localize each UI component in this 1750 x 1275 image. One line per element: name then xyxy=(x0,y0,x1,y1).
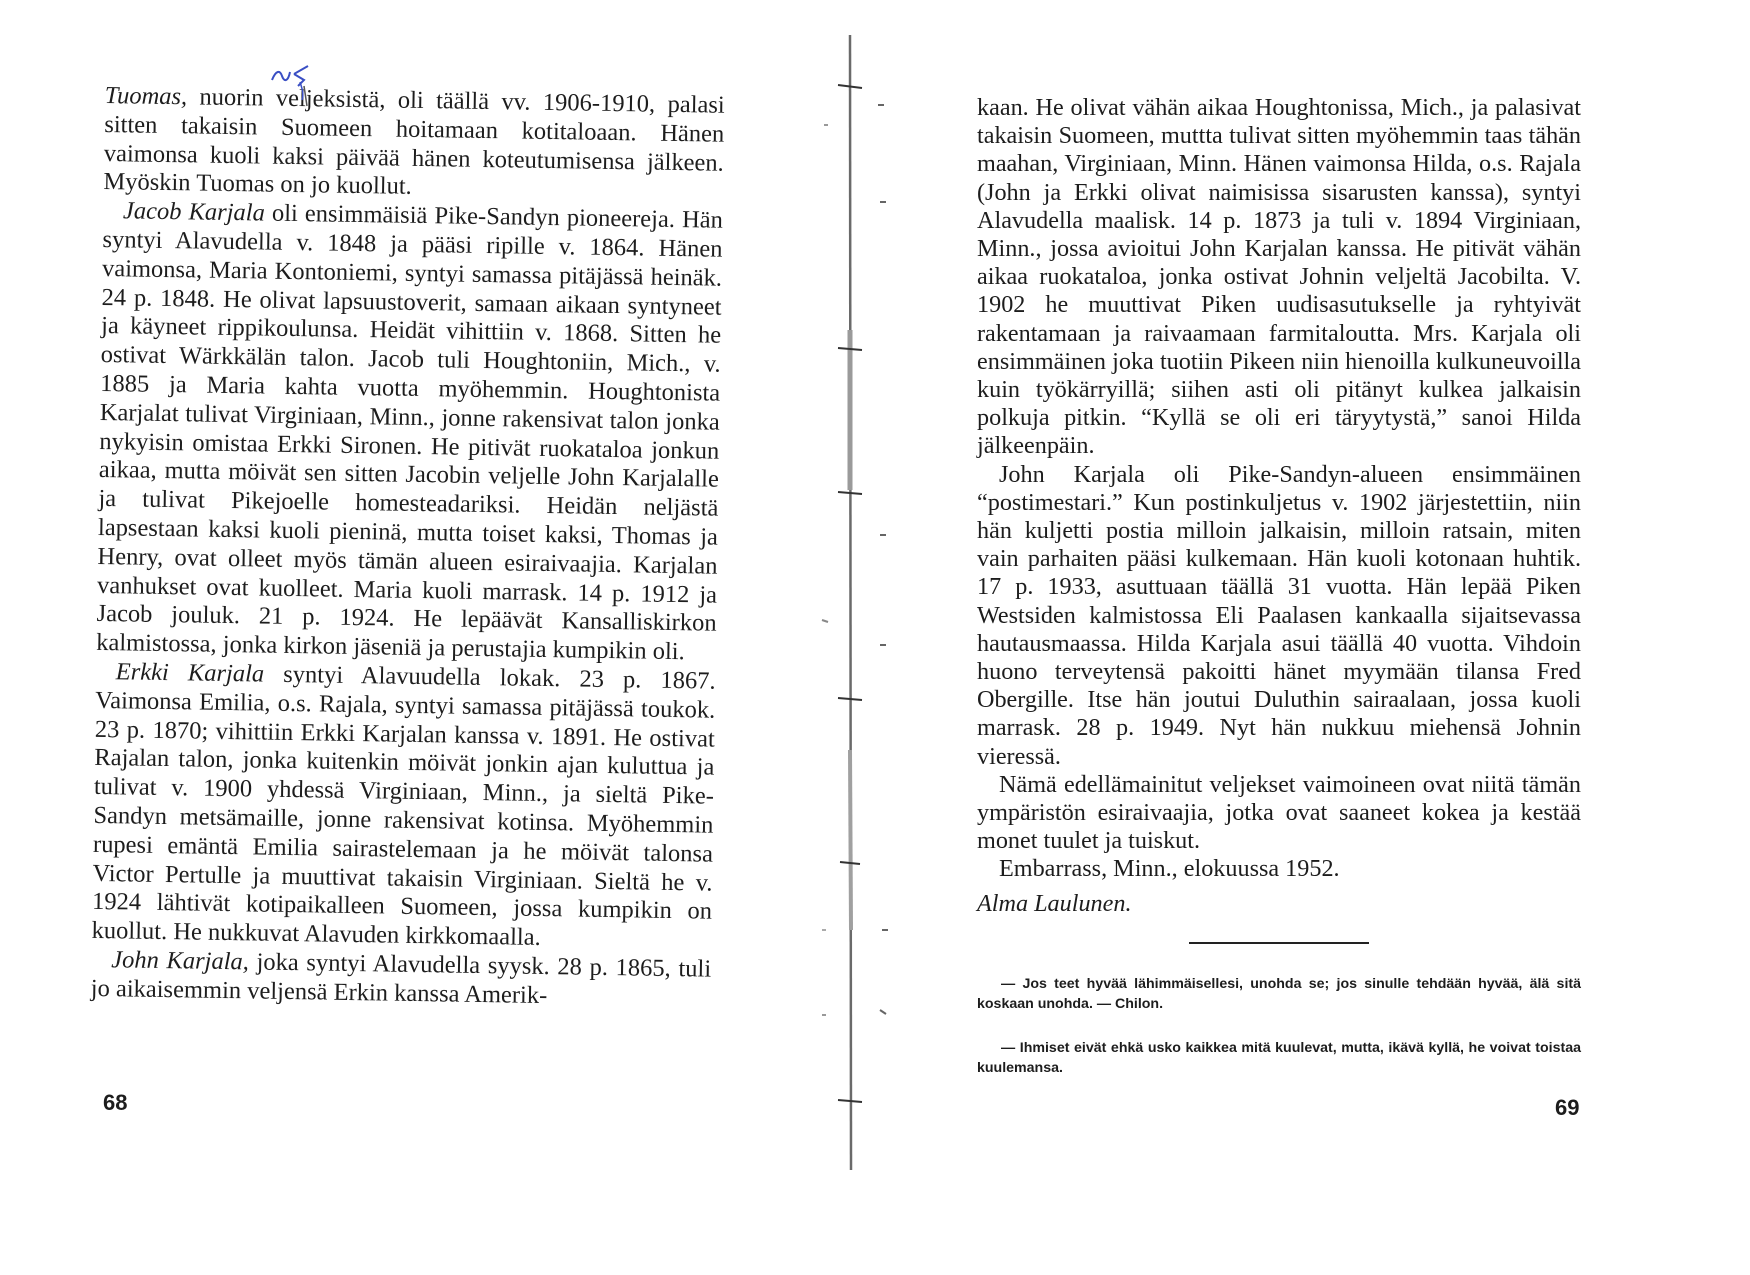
author-signature: Alma Laulunen. xyxy=(977,889,1132,917)
paragraph-erkki xyxy=(91,658,715,956)
paragraph-body: oli ensimmäisiä Pike-Sandyn pioneereja. Hän syntyi Alavudella v. 1848 ja pääsi ripille v. 1864. Hänen vaimonsa, Maria Kontoniemi, syntyi samassa pitäjässä heinäk. 24 p. 1848. He olivat lapsuustoverit, samaan aikaan syntyneet ja käyneet rippikoulunsa. Heidät vihittiin v. 1868. Sitten he ostivat Wärkkälän talon. Jacob tuli Houghtoniin, Mich., v. 1885 ja Maria kahta vuotta myöhemmin. Houghtonista Karjalat tulivat Virginiaan, Minn., jonne rakensivat talon jonka nykyisin omistaa Erkki Sironen. He pitivät ruokataloa jonkun aikaa, mutta möivät sen sitten Jacobin veljelle John Karjalalle ja tulivat Pikejoelle homesteadariksi. Heidän neljästä lapsestaan kaksi kuoli pieninä, mutta toiset kaksi, Thomas ja Henry, ovat olleet myös tämän alueen esiraivaajia. Karjalan vanhukset ovat kuolleet. Maria kuoli marrask. 14 p. 1912 ja Jacob jouluk. 21 p. 1924. He lepäävät Kansalliskirkon kalmistossa, jonka kirkon jäseniä ja perustajia kumpikin oli. xyxy=(95,199,724,666)
handwritten-annotation-icon xyxy=(268,62,338,112)
section-divider xyxy=(1189,942,1369,944)
book-spine xyxy=(810,30,900,1180)
paragraph-lead: Tuomas, xyxy=(104,82,188,111)
paragraph-body: nuorin veljeksistä, oli täällä vv. 1906-1910, palasi sitten takaisin Suomeen hoitamaan kotitaloaan. Hänen vaimonsa kuoli kaksi päivää hänen koteutumisensa jälkeen. Myöskin Tuomas on jo kuollut. xyxy=(103,83,725,201)
quote-hearsay: — Ihmiset eivät ehkä usko kaikkea mitä kuulevat, mutta, ikävä kyllä, he voivat toistaa kuulemansa. xyxy=(977,1039,1581,1076)
paragraph-body: syntyi Alavuudella lokak. 23 p. 1867. Vaimonsa Emilia, o.s. Rajala, syntyi samassa pitäjässä toukok. 23 p. 1870; vihittiin Erkki Karjalan kanssa v. 1891. He ostivat Rajalan talon, jonka kuitenkin möivät jonkin ajan kuluttua ja tulivat v. 1900 yhdessä Virginiaan, Minn., ja sieltä Pike-Sandyn metsämaille, jonne rakensivat kotinsa. Myöhemmin rupesi emäntä Emilia sairastelemaan ja he möivät talonsa Victor Pertulle ja muuttivat takaisin Virginiaan. Sieltä he v. 1924 lähtivät kotipaikalleen Suomeen, jossa kumpikin on kuollut. He nukkuvat Alavuden kirkkomaalla. xyxy=(91,660,716,952)
paragraph-postmaster: John Karjala oli Pike-Sandyn-alueen ensimmäinen “postimestari.” Kun postinkuljetus v. 1902 järjestettiin, niin hän kuljetti postia milloin jalkaisin, milloin ratsain, miten vain parhaiten pääsi kulkemaan. Hän kuoli kotonaan huhtik. 17 p. 1933, asuttuaan täällä 31 vuotta. Hän lepää Piken Westsiden kalmistossa Eli Paalasen kankaalla sijaitsevassa hautausmaassa. Hilda Karjala asui täällä 40 vuotta. Vihdoin huono terveytensä pakoitti hänet myymään tilansa Fred Obergille. Itse hän joutui Duluthin sairaalaan, jossa kuoli marrask. 28 p. 1949. Nyt hän nukkuu miehensä Johnin vieressä. xyxy=(977,460,1581,770)
paragraph-lead: John Karjala, xyxy=(111,946,250,976)
page-number-left: 68 xyxy=(103,1090,128,1115)
paragraph-john xyxy=(91,946,712,1013)
left-page xyxy=(91,82,725,1013)
quote-chilon: — Jos teet hyvää lähimmäisellesi, unohda se; jos sinulle tehdään hyvää, älä sitä koskaan unohda. — Chilon. xyxy=(977,975,1581,1012)
place-date-line: Embarrass, Minn., elokuussa 1952. xyxy=(999,855,1340,883)
paragraph-continued: kaan. He olivat vähän aikaa Houghtonissa, Mich., ja palasivat takaisin Suomeen, muttta tulivat sitten myöhemmin taas tähän maahan, Virginiaan, Minn. Hänen vaimonsa Hilda, o.s. Rajala (John ja Erkki olivat naimisissa sisarusten kanssa), syntyi Alavudella maalisk. 14 p. 1873 ja tuli v. 1894 Virginiaan, Minn., jossa avioitui John Karjalan kanssa. He pitivät vähän aikaa ruokataloa, jonka ostivat Johnin veljeltä Jacobilta. V. 1902 he muuttivat Piken uudisasutukselle ja ryhtyivät rakentamaan ja raivaamaan farmitaloutta. Mrs. Karjala oli ensimmäinen joka tuotiin Pikeen niin hienoilla kulkuneuvoilla kuin työkärryillä; siihen asti oli pitänyt kulkea jalkaisin polkuja pitkin. “Kyllä se oli eri täryytystä,” sanoi Hilda jälkeenpäin. xyxy=(977,94,1581,460)
paragraph-jacob xyxy=(96,197,723,667)
paragraph-closing: Nämä edellämainitut veljekset vaimoineen ovat niitä tämän ympäristön esiraivaajia, jotka ovat saaneet kokea ja kestää monet tuulet ja tuiskut. xyxy=(977,770,1581,855)
right-page xyxy=(977,94,1581,1102)
paragraph-lead: Jacob Karjala xyxy=(122,197,266,227)
quotes-section xyxy=(977,974,1581,1078)
page-number-right: 69 xyxy=(1555,1095,1580,1120)
paragraph-lead: Erkki Karjala xyxy=(115,658,265,688)
paragraph-body: joka syntyi Alavudella syysk. 28 p. 1865, tuli jo aikaisemmin veljensä Erkin kanssa Amerik- xyxy=(90,948,712,1009)
paragraph-tuomas xyxy=(103,82,725,207)
